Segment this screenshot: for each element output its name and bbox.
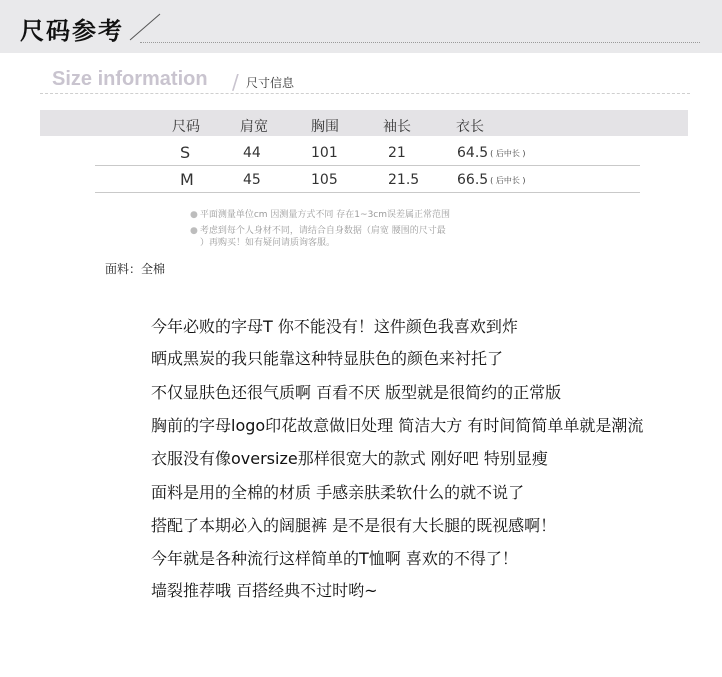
page-title: 尺码参考: [20, 17, 124, 45]
bullet-icon: ●: [190, 210, 198, 220]
row-divider: [95, 192, 640, 193]
description-line: 今年就是各种流行这样简单的T恤啊 喜欢的不得了！: [151, 549, 518, 568]
description-line: 墙裂推荐哦 百搭经典不过时哟~: [151, 581, 378, 600]
cell-size: S: [180, 143, 191, 162]
cell-length: [457, 172, 526, 188]
cell-length-note: ( 后中长 ): [490, 175, 526, 185]
cell-length-note: ( 后中长 ): [490, 148, 526, 158]
cell-shoulder: 45: [243, 172, 261, 188]
slash-decoration-icon: [126, 12, 166, 42]
fabric-info: 面料：全棉: [105, 262, 166, 276]
col-header-sleeve: 袖长: [383, 119, 411, 135]
col-header-shoulder: 肩宽: [240, 119, 268, 135]
description-line: 晒成黑炭的我只能靠这种特显肤色的颜色来衬托了: [151, 349, 504, 368]
cell-length-value: 64.5: [457, 145, 489, 161]
cell-length-value: 66.5: [457, 172, 489, 188]
description-line: 不仅显肤色还很气质啊 百看不厌 版型就是很简约的正常版: [151, 383, 562, 402]
cell-chest: 101: [311, 145, 338, 161]
size-info-divider: [40, 93, 690, 94]
description-line: 胸前的字母logo印花故意做旧处理 简洁大方 有时间简简单单就是潮流: [151, 416, 644, 435]
cell-sleeve: 21: [388, 145, 406, 161]
col-header-chest: 胸围: [311, 119, 339, 135]
remark-line: [190, 207, 450, 220]
remark-text: 考虑到每个人身材不同，请结合自身数据（肩宽 腰围的尺寸最: [199, 226, 446, 236]
row-divider: [95, 165, 640, 166]
remark-line: ）再购买！如有疑问请质询客服。: [200, 238, 336, 248]
cell-shoulder: 44: [243, 145, 261, 161]
col-header-size: 尺码: [172, 119, 200, 135]
cell-chest: 105: [311, 172, 338, 188]
table-header-band: [40, 110, 688, 136]
cell-sleeve: 21.5: [388, 172, 420, 188]
remark-text: 平面测量单位cm 因测量方式不同 存在1~3cm误差属正常范围: [199, 210, 451, 220]
description-line: 搭配了本期必入的阔腿裤 是不是很有大长腿的既视感啊！: [151, 516, 557, 535]
bullet-icon: ●: [190, 226, 198, 236]
description-line: 衣服没有像oversize那样很宽大的款式 刚好吧 特别显瘦: [151, 449, 548, 468]
size-info-title: Size information: [52, 68, 208, 90]
col-header-length: 衣长: [456, 119, 484, 135]
size-info-slash: /: [232, 70, 239, 94]
cell-size: M: [180, 170, 194, 189]
description-line: 今年必败的字母T 你不能没有！这件颜色我喜欢到炸: [151, 317, 518, 336]
cell-length: [457, 145, 526, 161]
header-divider: [140, 42, 700, 43]
size-info-subtitle: 尺寸信息: [246, 76, 295, 90]
description-line: 面料是用的全棉的材质 手感亲肤柔软什么的就不说了: [151, 483, 525, 502]
